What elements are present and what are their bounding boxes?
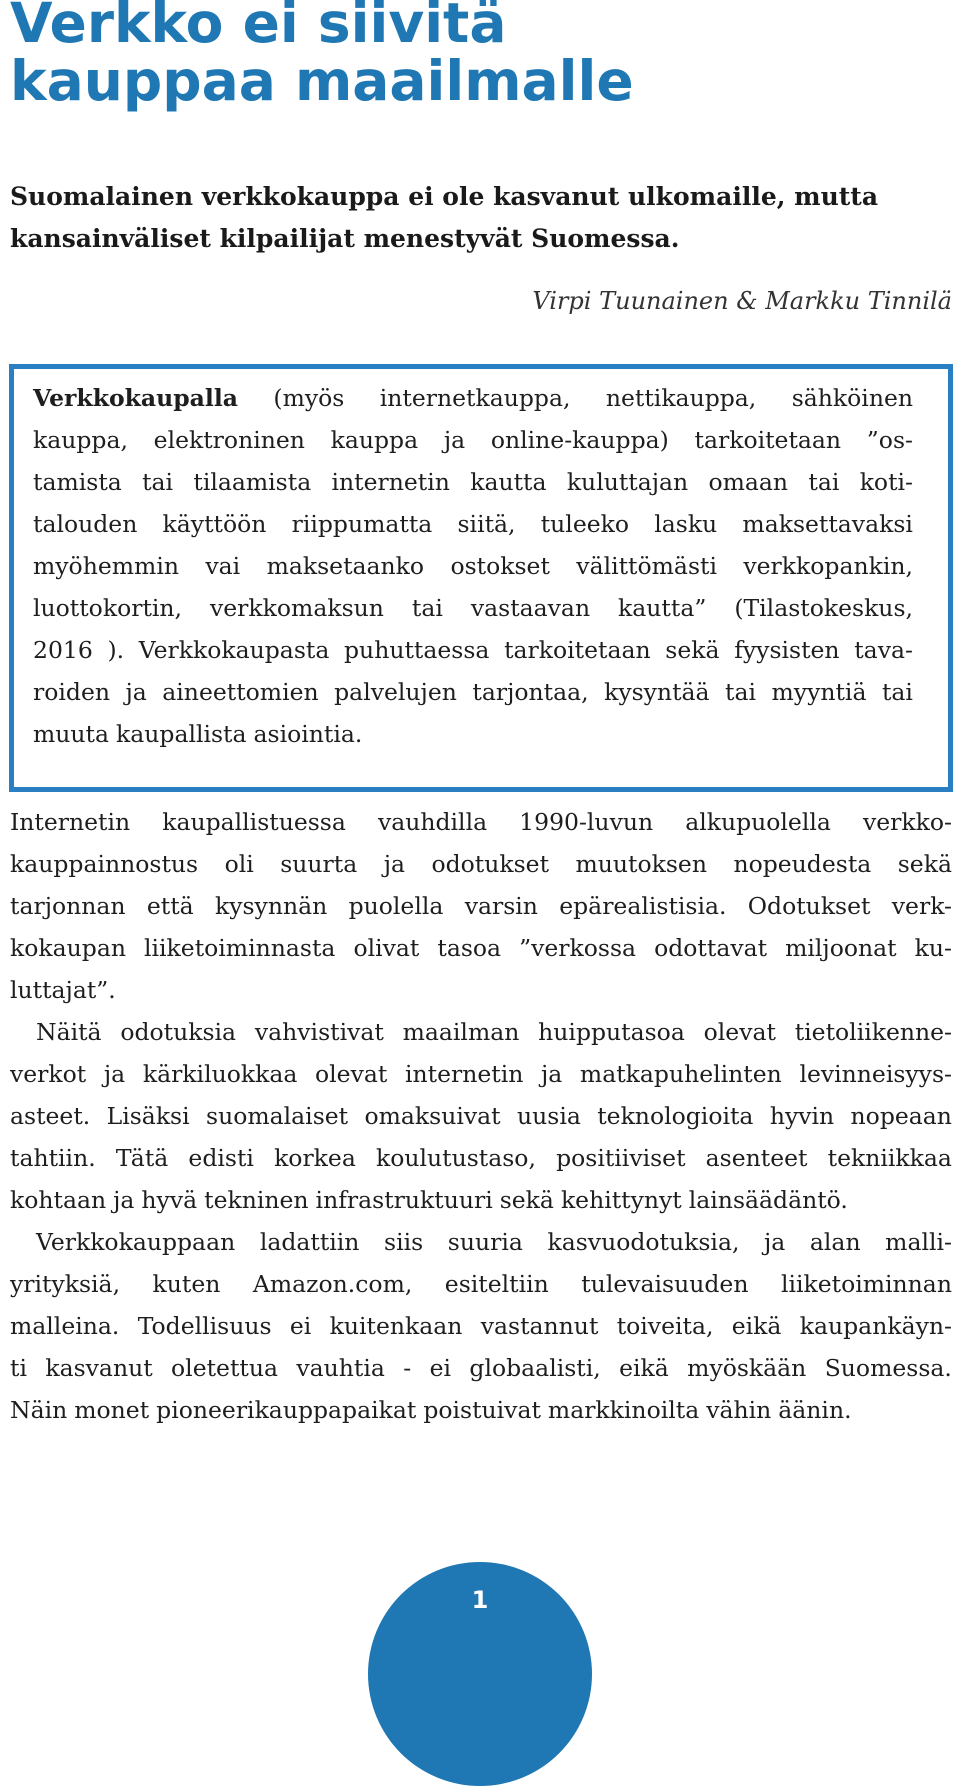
author-byline: Virpi Tuunainen & Markku Tinnilä [532,287,952,315]
lead-paragraph [10,176,940,260]
text-line: Näitä odotuksia vahvistivat maailman huipputasoa olevat tietoliikenne- [36,1018,952,1046]
text-line: yrityksiä, kuten Amazon.com, esiteltiin tulevaisuuden liiketoiminnan [10,1270,952,1298]
lead-line-2: kansainväliset kilpailijat menestyvät Suomessa. [10,224,680,253]
page-title [10,0,940,113]
text-line: Verkkokaupalla (myös internetkauppa, nettikauppa, sähköinen [33,384,913,412]
text-line: luttajat”. [10,976,116,1004]
text-line: roiden ja aineettomien palvelujen tarjontaa, kysyntää tai myyntiä tai [33,678,913,706]
text-line: malleina. Todellisuus ei kuitenkaan vastannut toiveita, eikä kaupankäyn- [10,1312,952,1340]
text-line: 2016 ). Verkkokaupasta puhuttaessa tarkoitetaan sekä fyysisten tava- [33,636,913,664]
text-line: kauppainnostus oli suurta ja odotukset muutoksen nopeudesta sekä [10,850,952,878]
text-line: Internetin kaupallistuessa vauhdilla 1990-luvun alkupuolella verkko- [10,808,952,836]
text-line: talouden käyttöön riippumatta siitä, tuleeko lasku maksettavaksi [33,510,913,538]
text-line: luottokortin, verkkomaksun tai vastaavan kautta” (Tilastokeskus, [33,594,913,622]
text-line: verkot ja kärkiluokkaa olevat internetin ja matkapuhelinten levinneisyys- [10,1060,952,1088]
text-line: kokaupan liiketoiminnasta olivat tasoa ”verkossa odottavat miljoonat ku- [10,934,952,962]
text-line: tahtiin. Tätä edisti korkea koulutustaso, positiiviset asenteet tekniikkaa [10,1144,952,1172]
text-line: kauppa, elektroninen kauppa ja online-kauppa) tarkoitetaan ”os- [33,426,913,454]
text-line: asteet. Lisäksi suomalaiset omaksuivat uusia teknologioita hyvin nopeaan [10,1102,952,1130]
page-number: 1 [471,1586,489,1614]
lead-line-1: Suomalainen verkkokauppa ei ole kasvanut ulkomaille, mutta [10,182,879,211]
title-line-1: Verkko ei siivitä [10,0,507,55]
text-line: ti kasvanut oletettua vauhtia - ei globaalisti, eikä myöskään Suomessa. [10,1354,952,1382]
text-line: myöhemmin vai maksetaanko ostokset välittömästi verkkopankin, [33,552,913,580]
text-line: tarjonnan että kysynnän puolella varsin epärealistisia. Odotukset verk- [10,892,952,920]
definition-term: Verkkokaupalla [33,384,238,412]
text-line: Näin monet pioneerikauppapaikat poistuivat markkinoilta vähin äänin. [10,1396,852,1424]
text-line: muuta kaupallista asiointia. [33,720,363,748]
text-line: kohtaan ja hyvä tekninen infrastruktuuri sekä kehittynyt lainsäädäntö. [10,1186,848,1214]
title-line-2: kauppaa maailmalle [10,49,634,113]
text-line: tamista tai tilaamista internetin kautta kuluttajan omaan tai koti- [33,468,913,496]
text-line: Verkkokauppaan ladattiin siis suuria kasvuodotuksia, ja alan malli- [36,1228,952,1256]
